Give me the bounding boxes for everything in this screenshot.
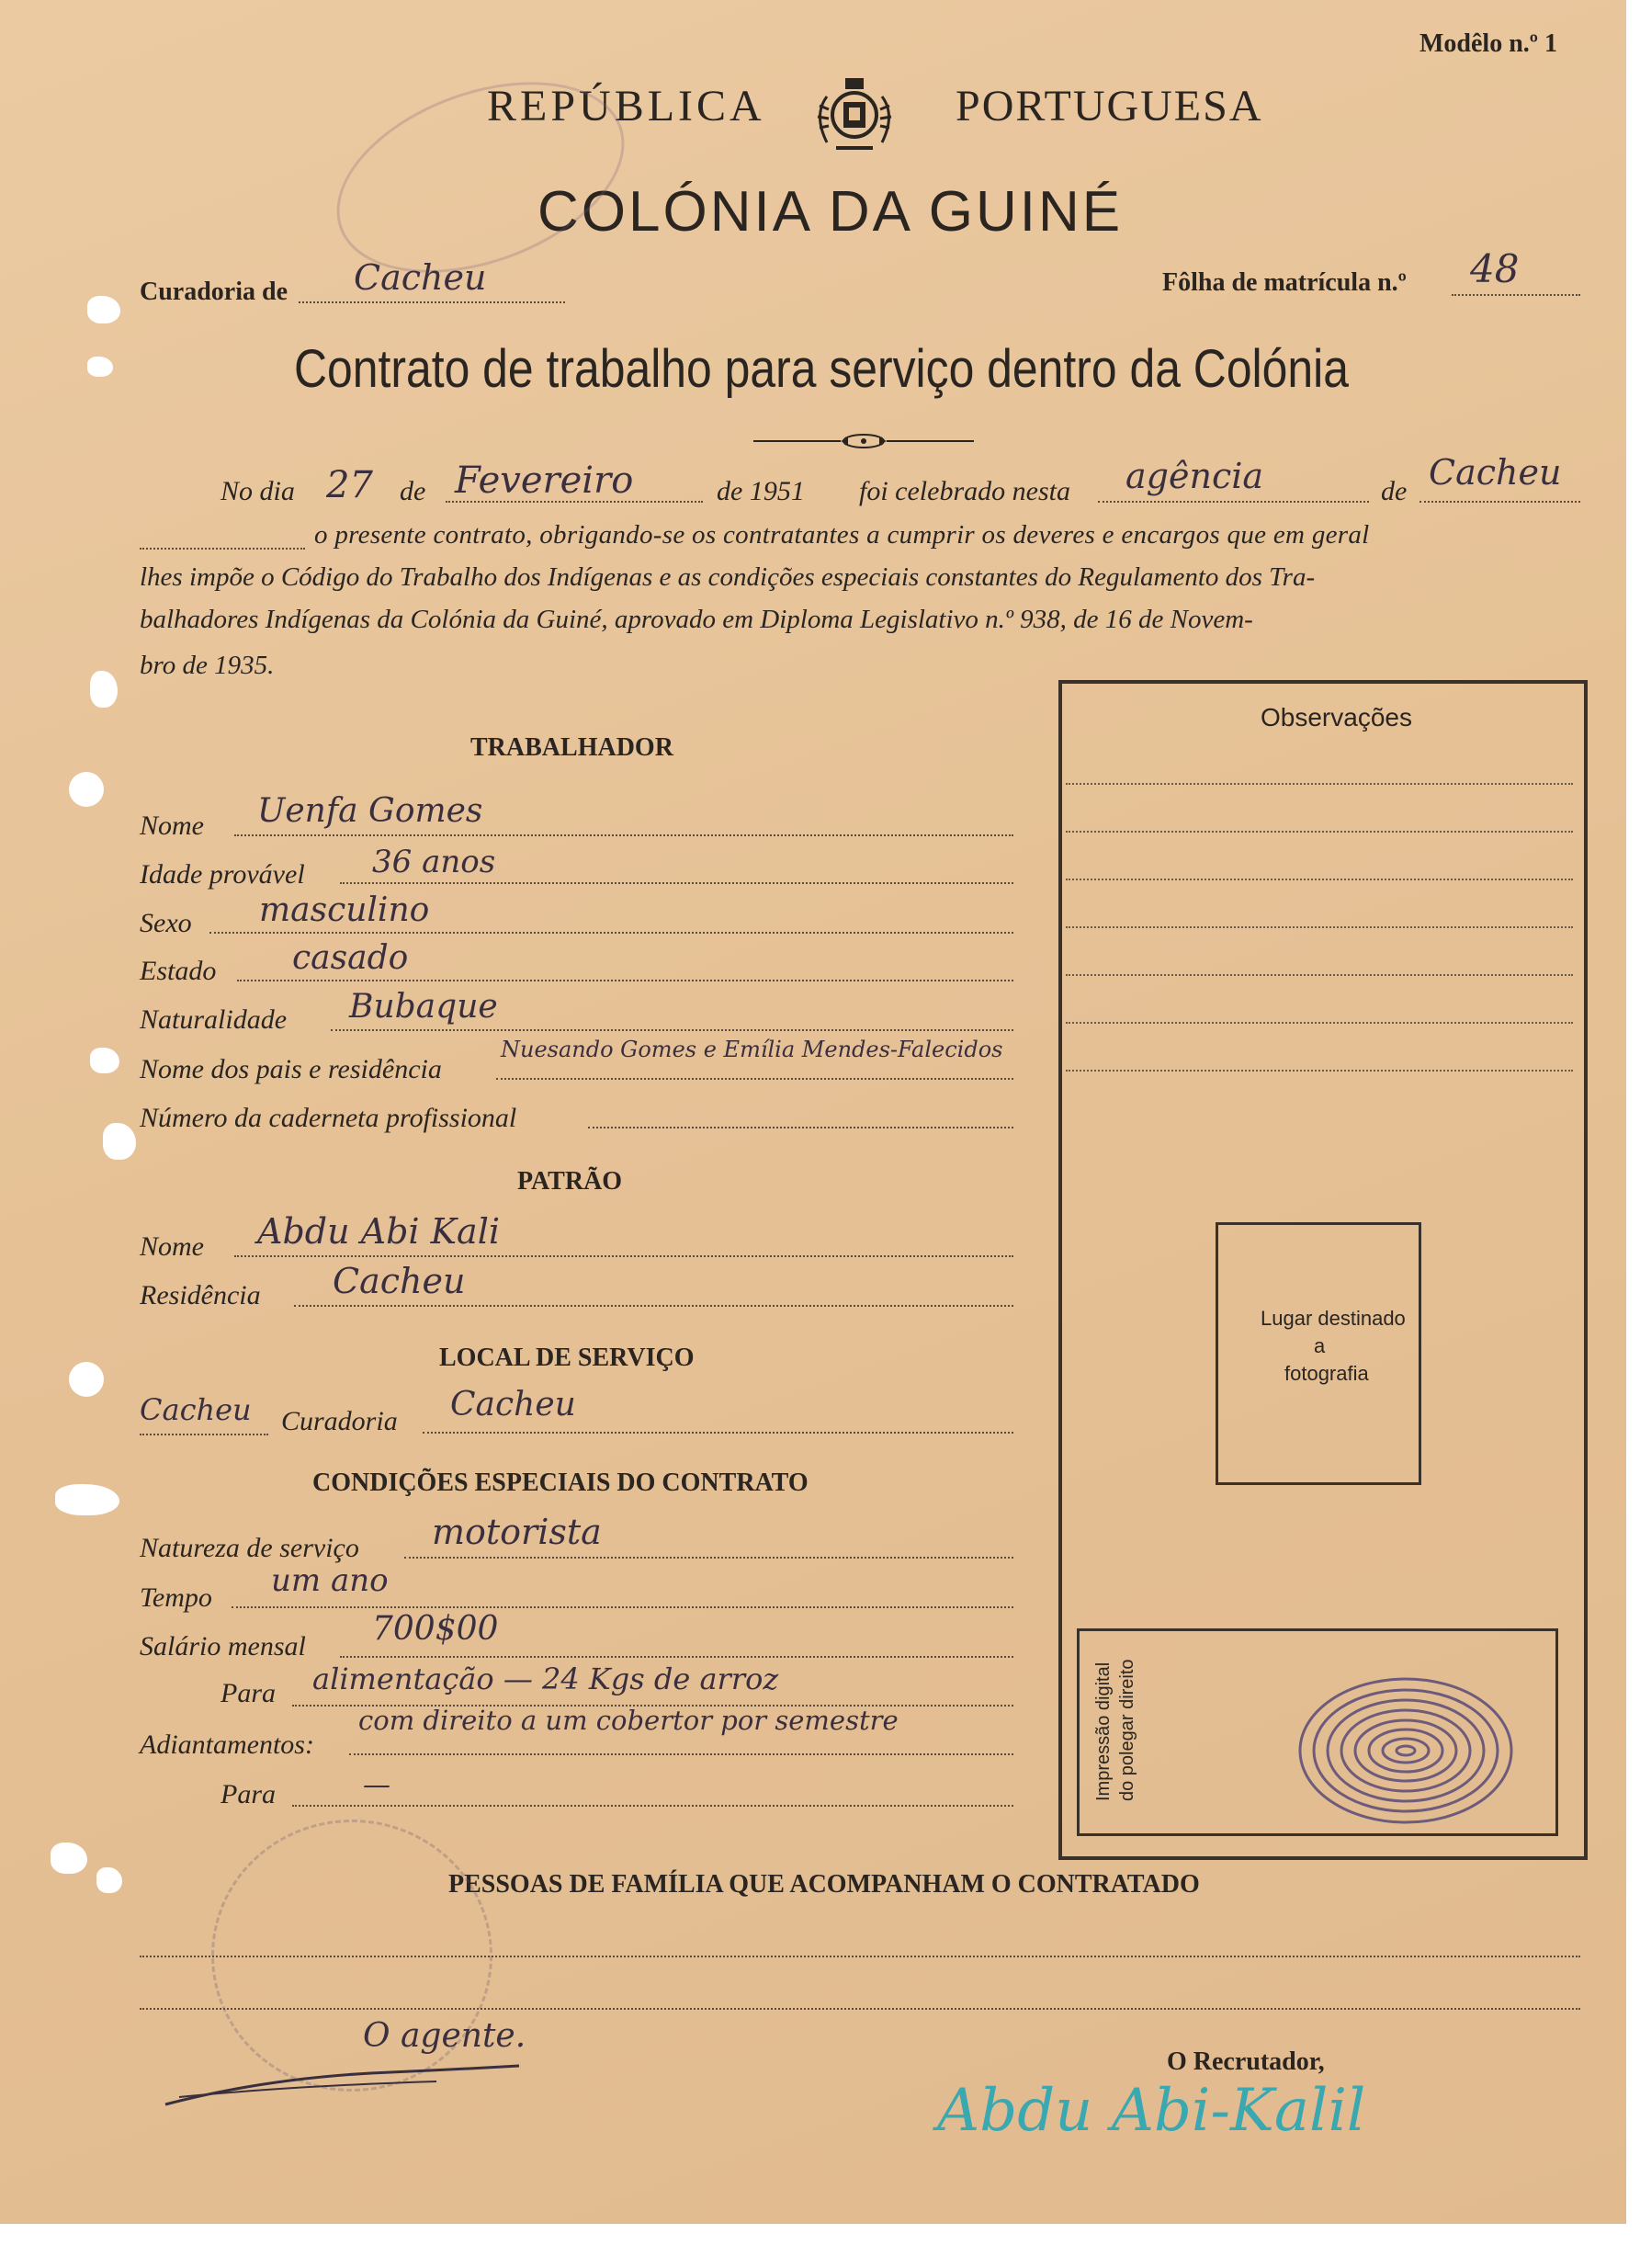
caderneta-label: Número da caderneta profissional	[140, 1103, 517, 1133]
idade-value: 36 anos	[372, 844, 496, 880]
paper-tear	[90, 671, 118, 708]
ornament-divider	[753, 432, 974, 450]
local-place: Cacheu	[140, 1392, 252, 1427]
curadoria-value: Cacheu	[354, 257, 487, 298]
fingerprint-icon	[1291, 1673, 1521, 1829]
paper-tear	[87, 357, 113, 377]
paper-tear	[51, 1843, 87, 1874]
estado-label: Estado	[140, 956, 217, 986]
naturalidade-value: Bubaque	[349, 988, 498, 1026]
photo-line-1: Lugar destinado	[1261, 1307, 1406, 1330]
para-label: Para	[221, 1678, 276, 1708]
recrutador-label: O Recrutador,	[1167, 2047, 1325, 2076]
folha-label: Fôlha de matrícula n.º	[1162, 268, 1407, 297]
thumb-label	[1091, 1617, 1147, 1801]
paper-tear	[103, 1123, 136, 1160]
nome-value: Uenfa Gomes	[257, 792, 483, 830]
local-heading: LOCAL DE SERVIÇO	[439, 1344, 695, 1372]
local-curadoria-label: Curadoria	[281, 1406, 398, 1436]
tempo-label: Tempo	[140, 1582, 212, 1613]
intro-line-2: lhes impõe o Código do Trabalho dos Indígenas e as condições especiais constantes do Regulamento dos Tra-	[140, 562, 1316, 592]
patrao-nome-value: Abdu Abi Kali	[257, 1211, 500, 1252]
intro-no-dia: No dia	[221, 476, 295, 506]
thumb-line-2: do polegar direito	[1117, 1659, 1137, 1801]
intro-celebrado: foi celebrado nesta	[859, 476, 1070, 506]
intro-month: Fevereiro	[455, 459, 634, 502]
contract-title: Contrato de trabalho para serviço dentro da Colónia	[294, 339, 1349, 399]
trabalhador-heading: TRABALHADOR	[470, 733, 673, 762]
nome-label: Nome	[140, 811, 204, 841]
punch-hole-top	[69, 772, 104, 807]
residencia-label: Residência	[140, 1280, 261, 1310]
intro-de-1: de	[400, 476, 426, 506]
model-number: Modêlo n.º 1	[1419, 29, 1558, 58]
sexo-label: Sexo	[140, 908, 192, 938]
estado-value: casado	[292, 939, 409, 977]
paper-tear	[96, 1867, 122, 1893]
natureza-value: motorista	[432, 1512, 602, 1552]
intro-year: de 1951	[717, 476, 805, 506]
naturalidade-label: Naturalidade	[140, 1004, 288, 1035]
intro-line-4: bro de 1935.	[140, 651, 275, 680]
republic-left: REPÚBLICA	[487, 82, 765, 130]
thumb-line-1: Impressão digital	[1093, 1661, 1114, 1801]
intro-line-1: o presente contrato, obrigando-se os contratantes a cumprir os deveres e encargos que em geral	[314, 520, 1370, 550]
recrutador-signature: Abdu Abi-Kalil	[937, 2077, 1366, 2145]
patrao-heading: PATRÃO	[517, 1167, 623, 1196]
intro-day: 27	[326, 464, 373, 506]
agente-flourish	[161, 2040, 528, 2114]
observacoes-heading: Observações	[1261, 703, 1412, 731]
paper-tear	[87, 296, 120, 323]
intro-line-3: balhadores Indígenas da Colónia da Guiné, aprovado em Diploma Legislativo n.º 938, de 16 de Novem-	[140, 605, 1253, 634]
colony-title: COLÓNIA DA GUINÉ	[537, 180, 1124, 244]
intro-place-type: agência	[1125, 456, 1264, 496]
photo-line-3: fotografia	[1284, 1362, 1369, 1385]
sexo-value: masculino	[259, 891, 430, 929]
paper-tear	[55, 1484, 119, 1515]
curadoria-label: Curadoria de	[140, 278, 288, 306]
folha-value: 48	[1470, 246, 1520, 291]
salario-value: 700$00	[372, 1610, 499, 1648]
paper-tear	[90, 1048, 119, 1073]
agente-signature: O agente.	[363, 2017, 526, 2055]
adiantamentos-value: com direito a um cobertor por semestre	[358, 1705, 899, 1736]
para2-value: —	[363, 1769, 390, 1801]
punch-hole-bottom	[69, 1362, 104, 1397]
residencia-value: Cacheu	[333, 1261, 466, 1301]
natureza-label: Natureza de serviço	[140, 1533, 359, 1563]
pais-label: Nome dos pais e residência	[140, 1054, 442, 1084]
coat-of-arms-icon	[809, 69, 900, 156]
para-value: alimentação — 24 Kgs de arroz	[312, 1661, 779, 1696]
local-curadoria-value: Cacheu	[450, 1386, 576, 1423]
para2-label: Para	[221, 1779, 276, 1809]
condicoes-heading: CONDIÇÕES ESPECIAIS DO CONTRATO	[312, 1469, 809, 1497]
salario-label: Salário mensal	[140, 1631, 306, 1661]
photo-line-2: a	[1314, 1334, 1326, 1357]
tempo-value: um ano	[271, 1562, 389, 1599]
idade-label: Idade provável	[140, 859, 305, 890]
patrao-nome-label: Nome	[140, 1231, 204, 1262]
intro-de-2: de	[1381, 476, 1408, 506]
intro-place: Cacheu	[1429, 452, 1562, 493]
republic-right: PORTUGUESA	[956, 82, 1263, 130]
familia-heading: PESSOAS DE FAMÍLIA QUE ACOMPANHAM O CONTRATADO	[448, 1870, 1200, 1899]
pais-value: Nuesando Gomes e Emília Mendes-Falecidos	[501, 1037, 1003, 1062]
adiantamentos-label: Adiantamentos:	[140, 1729, 314, 1760]
